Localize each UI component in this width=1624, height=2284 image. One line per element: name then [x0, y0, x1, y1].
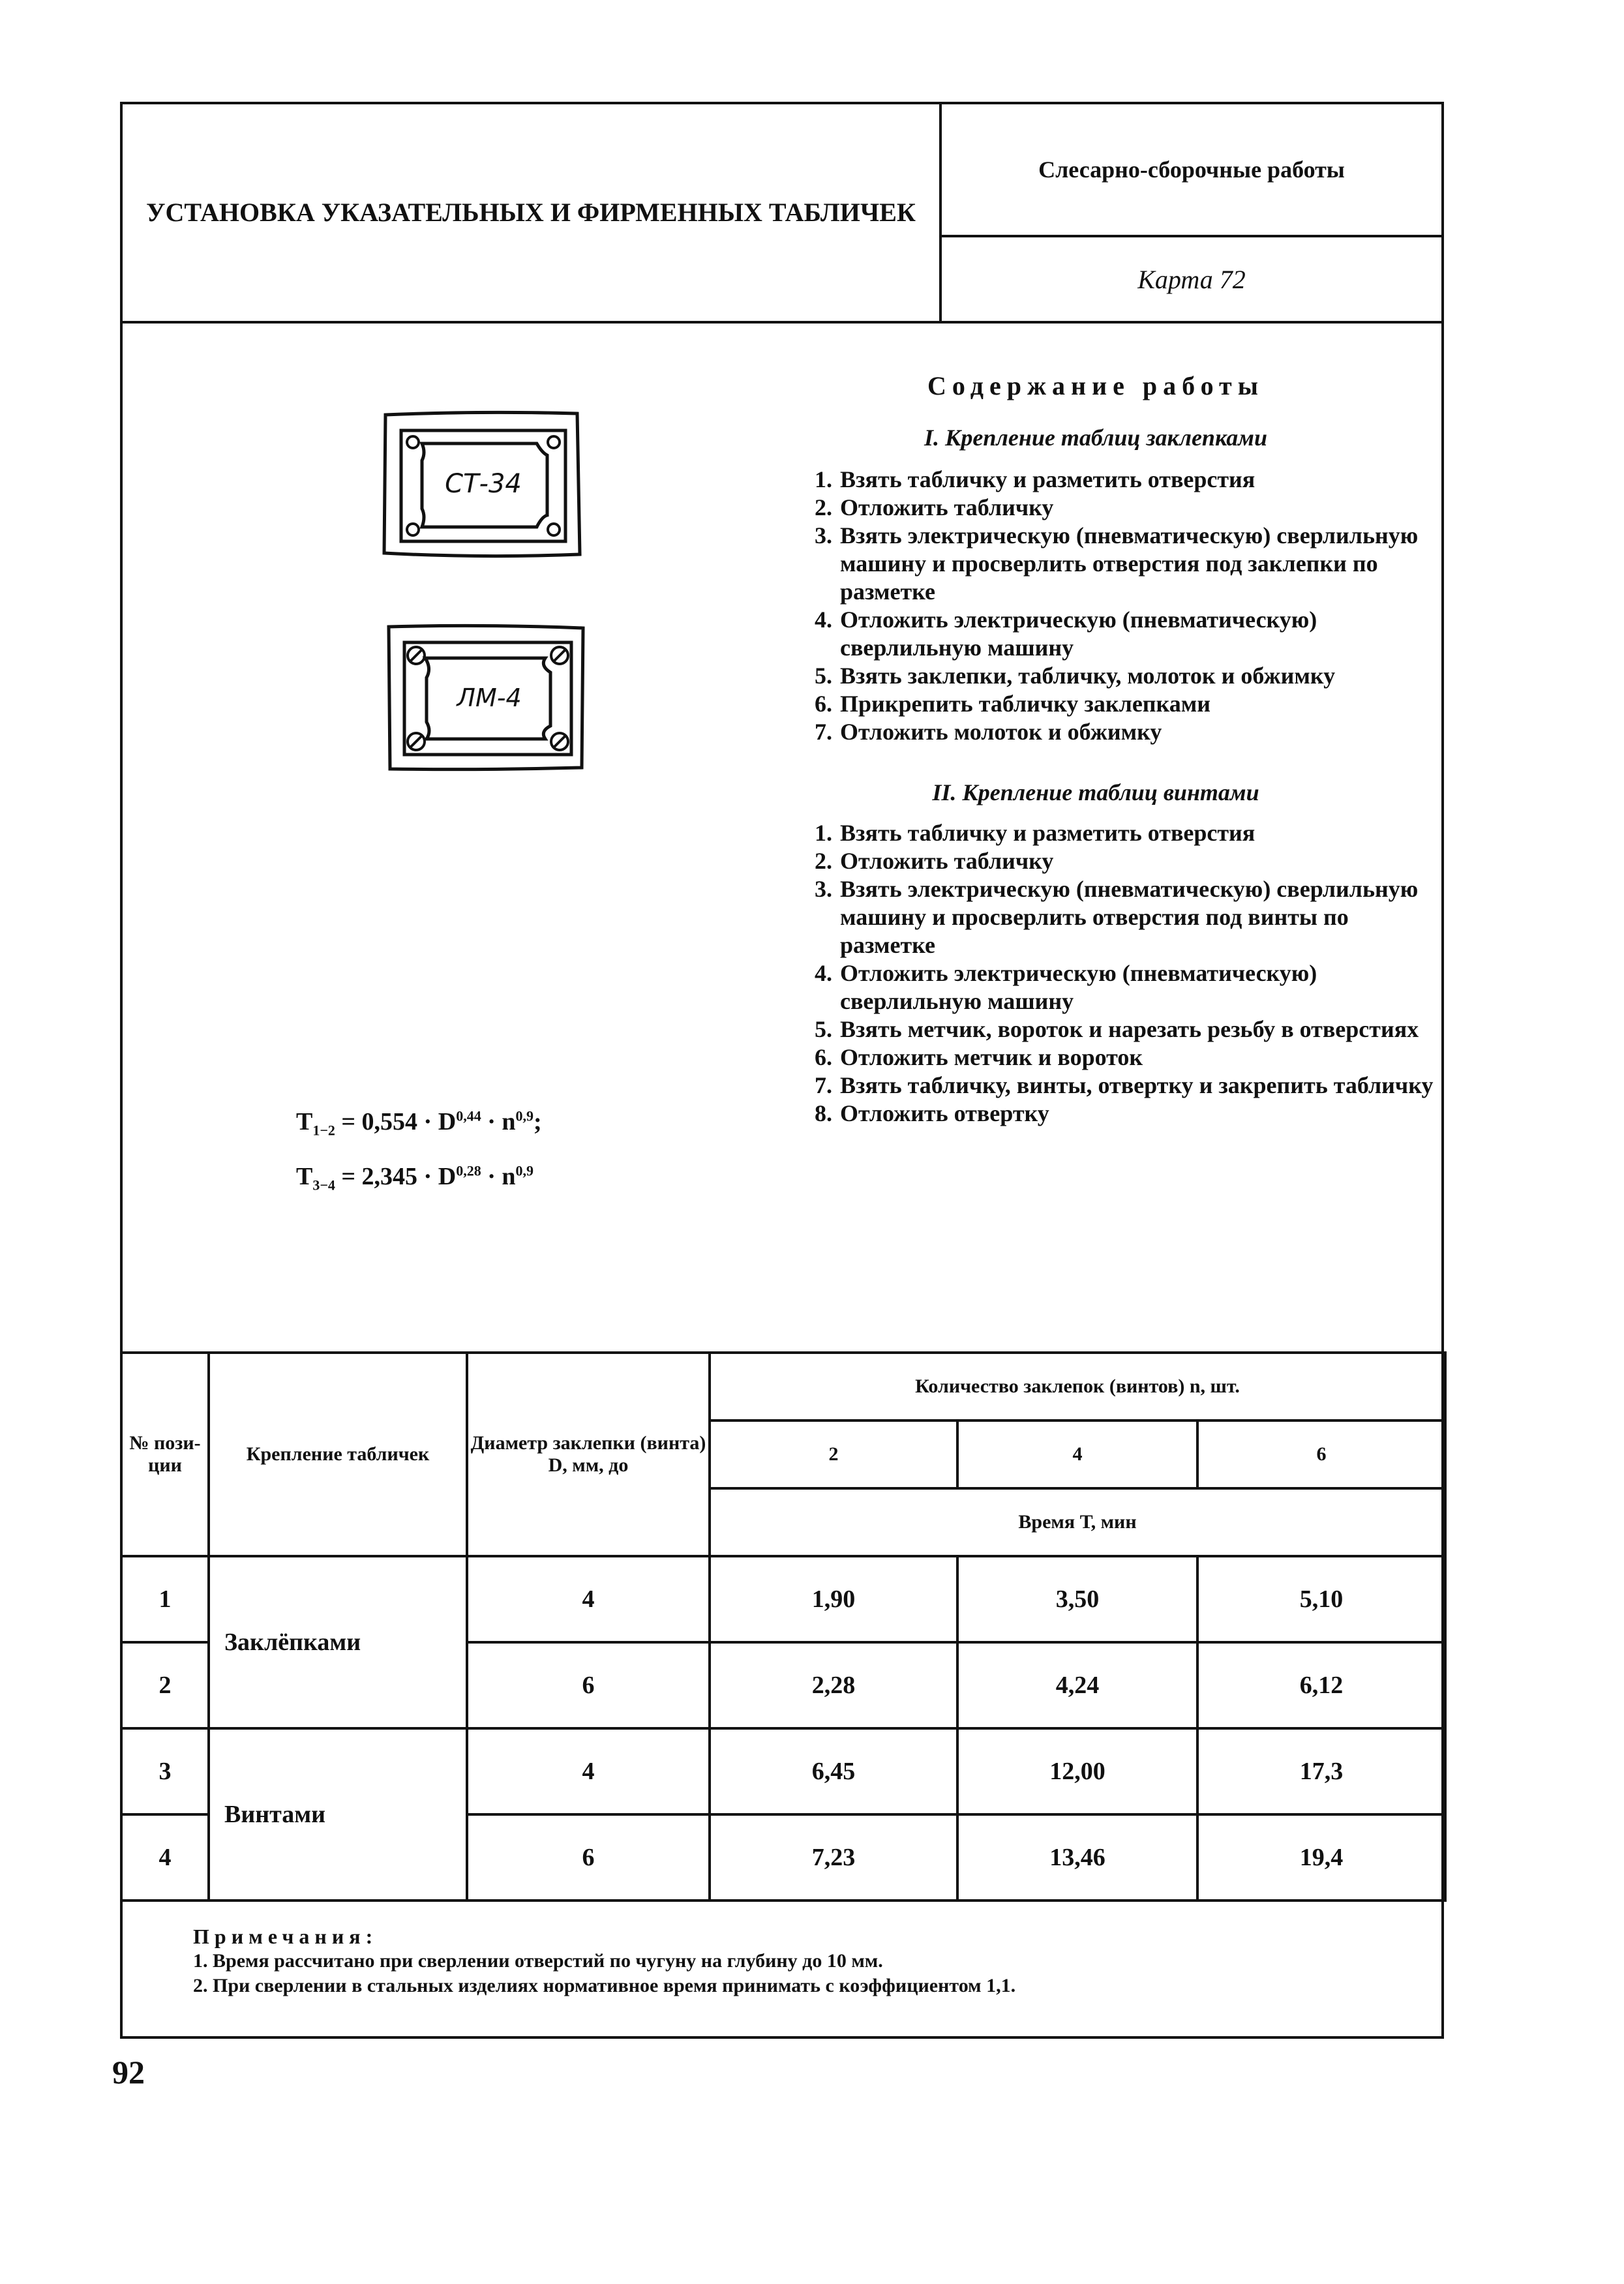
notes	[193, 1924, 1432, 1998]
list-item: 2. Отложить табличку	[815, 494, 1054, 520]
cell-time: 3,50	[957, 1556, 1197, 1642]
col-header-position: № пози- ции	[121, 1353, 209, 1556]
list-item: 6. Отложить метчик и вороток	[815, 1044, 1143, 1070]
cell-mount-group: Винтами	[209, 1728, 467, 1901]
cell-time: 5,10	[1197, 1556, 1445, 1642]
document-title: УСТАНОВКА УКАЗАТЕЛЬНЫХ И ФИРМЕННЫХ ТАБЛИЧЕК	[146, 198, 916, 227]
section2-steps	[797, 819, 1443, 1128]
time-norms-table	[120, 1351, 1447, 1902]
list-item: 7. Отложить молоток и обжимку	[815, 719, 1162, 745]
cell-time: 17,3	[1197, 1728, 1445, 1814]
cell-time: 6,12	[1197, 1642, 1445, 1728]
col-header-time: Время Т, мин	[710, 1488, 1445, 1556]
cell-position: 3	[121, 1728, 209, 1814]
table-row	[121, 1556, 1445, 1642]
cell-time: 2,28	[710, 1642, 957, 1728]
note-item: 1. Время рассчитано при сверлении отверстий по чугуну на глубину до 10 мм.	[193, 1950, 883, 1972]
formula-rivets: $T_{1-2} = 0,554 \cdot D^{0,44} \cdot n^{0,9}$;	[296, 1107, 542, 1139]
n-value-header: 6	[1197, 1420, 1445, 1488]
list-item: 3. Взять электрическую (пневматическую) сверлильную машину и просверлить отверстия под заклепки по разметке	[815, 522, 1419, 605]
cell-time: 13,46	[957, 1814, 1197, 1901]
list-item: 7. Взять табличку, винты, отвертку и закрепить табличку	[815, 1072, 1434, 1098]
table-row	[121, 1728, 1445, 1814]
cell-time: 7,23	[710, 1814, 957, 1901]
n-value-header: 2	[710, 1420, 957, 1488]
plate-screwed-figure	[386, 623, 588, 773]
plate2-label: ЛМ-4	[457, 684, 522, 712]
section1-steps	[797, 466, 1443, 746]
cell-diameter: 6	[467, 1814, 710, 1901]
cell-time: 4,24	[957, 1642, 1197, 1728]
work-type: Слесарно-сборочные работы	[1038, 157, 1345, 183]
page-number: 92	[112, 2054, 145, 2090]
cell-mount-group: Заклёпками	[209, 1556, 467, 1728]
cell-diameter: 6	[467, 1642, 710, 1728]
list-item: 1. Взять табличку и разметить отверстия	[815, 820, 1256, 846]
cell-time: 19,4	[1197, 1814, 1445, 1901]
notes-title: Примечания:	[193, 1925, 378, 1948]
card-number: Карта 72	[1137, 264, 1246, 294]
col-header-mount: Крепление табличек	[209, 1353, 467, 1556]
cell-position: 1	[121, 1556, 209, 1642]
plate-riveted-figure	[382, 410, 584, 560]
list-item: 6. Прикрепить табличку заклепками	[815, 691, 1211, 717]
cell-diameter: 4	[467, 1728, 710, 1814]
list-item: 3. Взять электрическую (пневматическую) сверлильную машину и просверлить отверстия под винты по разметке	[815, 876, 1419, 958]
cell-position: 4	[121, 1814, 209, 1901]
formula-screws: $T_{3-4} = 2,345 \cdot D^{0,28} \cdot n^{0,9}$	[296, 1162, 534, 1194]
list-item: 5. Взять метчик, вороток и нарезать резьбу в отверстиях	[815, 1016, 1419, 1042]
list-item: 5. Взять заклепки, табличку, молоток и обжимку	[815, 663, 1336, 689]
n-value-header: 4	[957, 1420, 1197, 1488]
section1-title: I. Крепление таблиц заклепками	[924, 425, 1267, 451]
cell-position: 2	[121, 1642, 209, 1728]
list-item: 8. Отложить отвертку	[815, 1100, 1049, 1126]
plate1-label: СТ-34	[445, 469, 522, 499]
section2-title: II. Крепление таблиц винтами	[932, 779, 1259, 805]
content-title: Содержание работы	[927, 371, 1264, 400]
list-item: 4. Отложить электрическую (пневматическую) сверлильную машину	[815, 607, 1317, 661]
note-item: 2. При сверлении в стальных изделиях нормативное время принимать с коэффициентом 1,1.	[193, 1975, 1016, 1996]
cell-time: 6,45	[710, 1728, 957, 1814]
list-item: 2. Отложить табличку	[815, 848, 1054, 874]
cell-diameter: 4	[467, 1556, 710, 1642]
col-header-quantity: Количество заклепок (винтов) n, шт.	[710, 1353, 1445, 1420]
cell-time: 1,90	[710, 1556, 957, 1642]
list-item: 4. Отложить электрическую (пневматическую) сверлильную машину	[815, 960, 1317, 1014]
cell-time: 12,00	[957, 1728, 1197, 1814]
list-item: 1. Взять табличку и разметить отверстия	[815, 466, 1256, 492]
col-header-diameter: Диаметр заклепки (винта) D, мм, до	[467, 1353, 710, 1556]
